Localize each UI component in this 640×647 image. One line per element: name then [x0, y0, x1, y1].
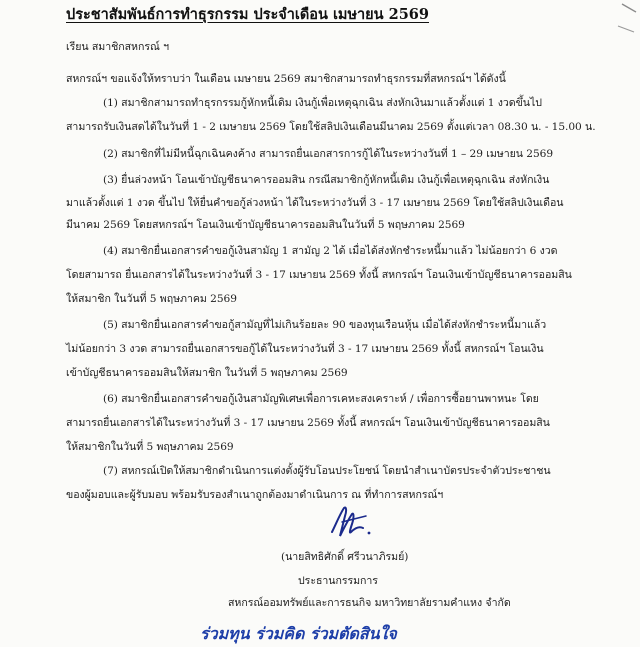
item-6-line-2: สามารถยื่นเอกสารได้ในระหว่างวันที่ 3 - 17 เมษายน 2569 ทั้งนี้ สหกรณ์ฯ โอนเงินเข้าบัญชีธนาคารออมสิน: [66, 417, 550, 429]
item-6-line-3: ให้สมาชิกในวันที่ 5 พฤษภาคม 2569: [66, 441, 234, 453]
intro-text: สหกรณ์ฯ ขอแจ้งให้ทราบว่า ในเดือน เมษายน 2569 สมาชิกสามารถทำธุรกรรมที่สหกรณ์ฯ ได้ดังนี้: [66, 73, 506, 85]
item-1-line-1: (1) สมาชิกสามารถทำธุรกรรมกู้หักหนี้เดิม เงินกู้เพื่อเหตุฉุกเฉิน ส่งหักเงินมาแล้วตั้งแต่ 1 งวดขึ้นไป: [103, 97, 542, 109]
item-5-line-2: ไม่น้อยกว่า 3 งวด สามารถยื่นเอกสารขอกู้ได้ในระหว่างวันที่ 3 - 17 เมษายน 2569 ทั้งนี้ สหกรณ์ฯ โอนเงิน: [66, 343, 544, 355]
item-3-line-3: มีนาคม 2569 โดยสหกรณ์ฯ โอนเงินเข้าบัญชีธนาคารออมสินในวันที่ 5 พฤษภาคม 2569: [66, 219, 465, 231]
item-2-line-1: (2) สมาชิกที่ไม่มีหนี้ฉุกเฉินคงค้าง สามารถยื่นเอกสารการกู้ได้ในระหว่างวันที่ 1 – 29 เมษายน 2569: [103, 148, 554, 160]
item-5-line-3: เข้าบัญชีธนาคารออมสินให้สมาชิก ในวันที่ 5 พฤษภาคม 2569: [66, 367, 348, 379]
item-7-line-2: ของผู้มอบและผู้รับมอบ พร้อมรับรองสำเนาถูกต้องมาดำเนินการ ณ ที่ทำการสหกรณ์ฯ: [66, 489, 444, 501]
signer-name: (นายสิทธิศักดิ์ ศรีวนาภิรมย์): [281, 551, 409, 563]
page-title: ประชาสัมพันธ์การทำธุรกรรม ประจำเดือน เมษายน 2569: [66, 6, 429, 23]
signer-position: ประธานกรรมการ: [298, 575, 378, 587]
item-5-line-1: (5) สมาชิกยื่นเอกสารคำขอกู้สามัญที่ไม่เกินร้อยละ 90 ของทุนเรือนหุ้น เมื่อได้ส่งหักชำระหนี้มาแล้ว: [103, 319, 547, 331]
item-1-line-2: สามารถรับเงินสดได้ในวันที่ 1 - 2 เมษายน 2569 โดยใช้สลิปเงินเดือนมีนาคม 2569 ตั้งแต่เวลา 08.30 น. - 15.00 น.: [66, 121, 596, 133]
item-4-line-2: โดยสามารถ ยื่นเอกสารได้ในระหว่างวันที่ 3 - 17 เมษายน 2569 ทั้งนี้ สหกรณ์ฯ โอนเงินเข้าบัญชีธนาคารออมสิน: [66, 269, 572, 281]
item-7-line-1: (7) สหกรณ์เปิดให้สมาชิกดำเนินการแต่งตั้งผู้รับโอนประโยชน์ โดยนำสำเนาบัตรประจำตัวประชาชน: [103, 465, 551, 477]
handwritten-signature: [322, 502, 382, 542]
organization-name: สหกรณ์ออมทรัพย์และการธนกิจ มหาวิทยาลัยรามคำแหง จำกัด: [228, 597, 511, 609]
item-4-line-3: ให้สมาชิก ในวันที่ 5 พฤษภาคม 2569: [66, 293, 237, 305]
item-4-line-1: (4) สมาชิกยื่นเอกสารคำขอกู้เงินสามัญ 1 สามัญ 2 ได้ เมื่อได้ส่งหักชำระหนี้มาแล้ว ไม่น้อยกว่า 6 งวด: [103, 245, 558, 257]
item-6-line-1: (6) สมาชิกยื่นเอกสารคำขอกู้เงินสามัญพิเศษเพื่อการเคหะสงเคราะห์ / เพื่อการซื้อยานพาหนะ โดย: [103, 393, 539, 405]
salutation: เรียน สมาชิกสหกรณ์ ฯ: [66, 41, 169, 53]
footer-slogan: ร่วมทุน ร่วมคิด ร่วมตัดสินใจ: [200, 624, 397, 643]
item-3-line-2: มาแล้วตั้งแต่ 1 งวด ขึ้นไป ให้ยื่นคำขอกู้ล่วงหน้า ได้ในระหว่างวันที่ 3 - 17 เมษายน 2569 โดยใช้สลิปเงินเดือน: [66, 197, 564, 209]
item-3-line-1: (3) ยื่นล่วงหน้า โอนเข้าบัญชีธนาคารออมสิน กรณีสมาชิกกู้หักหนี้เดิม เงินกู้เพื่อเหตุฉุกเฉิน ส่งหักเงิน: [103, 174, 550, 186]
